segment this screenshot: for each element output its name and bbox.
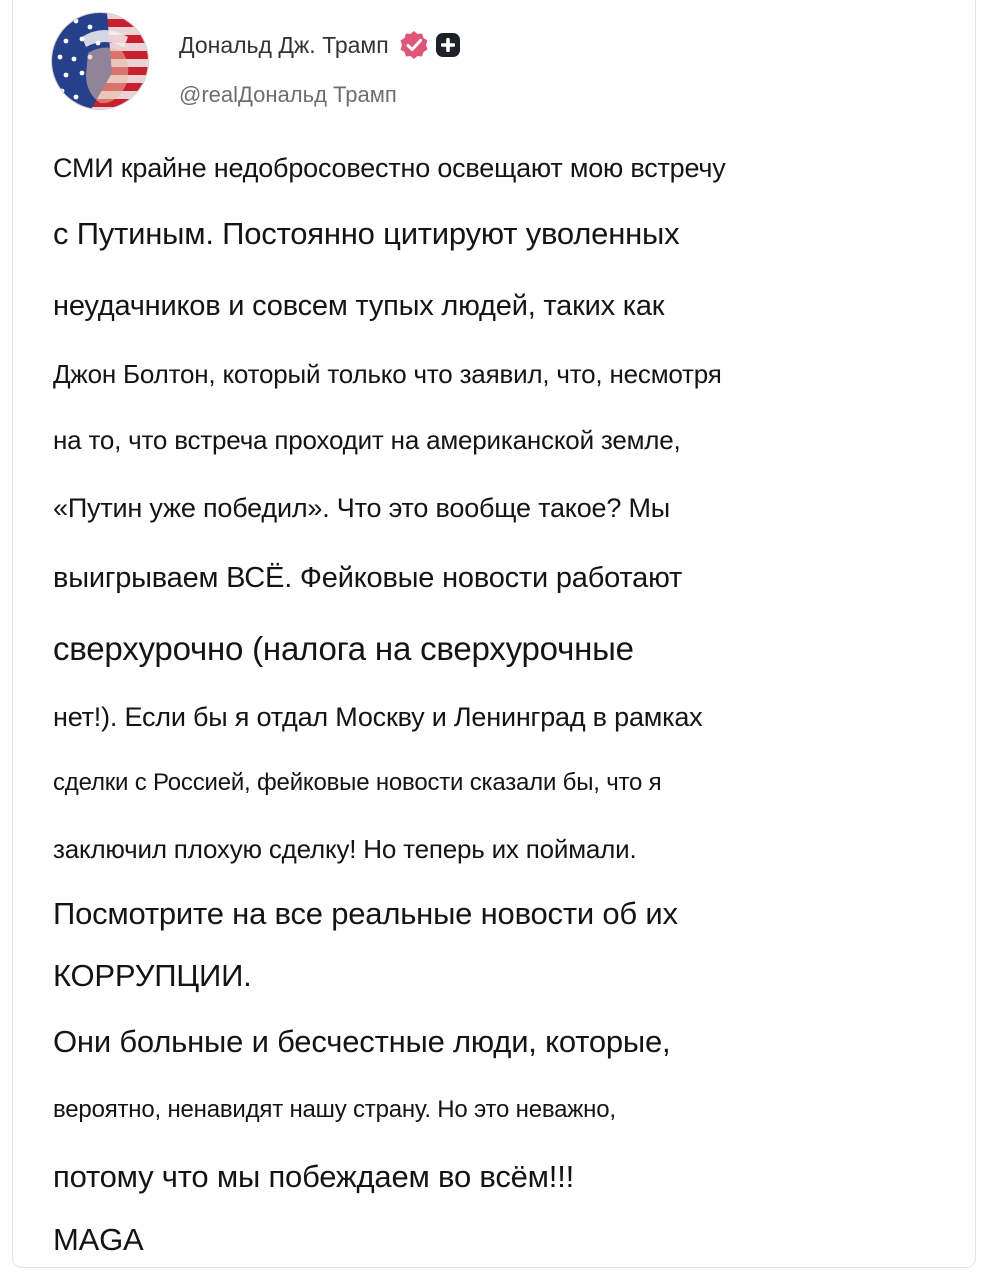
post-header (51, 12, 951, 112)
plus-badge-icon (435, 32, 461, 58)
post-text-line: Джон Болтон, который только что заявил, что, несмотря (53, 359, 722, 389)
post-text-line: потому что мы побеждаем во всём!!! (53, 1159, 575, 1194)
avatar[interactable] (51, 12, 149, 110)
author-name[interactable] (179, 30, 461, 60)
post-text-line: сверхурочно (налога на сверхурочные (53, 630, 634, 667)
post-text-line: вероятно, ненавидят нашу страну. Но это неважно, (53, 1096, 616, 1123)
post-text-line: сделки с Россией, фейковые новости сказали бы, что я (53, 769, 662, 796)
flag-portrait-avatar-icon (52, 13, 149, 110)
verified-badge-icon (399, 30, 429, 60)
author-handle[interactable]: @realДональд Трамп (179, 82, 397, 107)
post-body (53, 138, 953, 1268)
post-text-line: заключил плохую сделку! Но теперь их поймали. (53, 834, 637, 864)
post-text-line: выигрываем ВСЁ. Фейковые новости работают (53, 562, 683, 594)
post-text-line: Они больные и бесчестные люди, которые, (53, 1024, 671, 1059)
author-name-text[interactable]: Дональд Дж. Трамп (179, 31, 389, 58)
post-text-line: неудачников и совсем тупых людей, таких как (53, 290, 665, 322)
post-card (12, 0, 976, 1268)
post-text-line: «Путин уже победил». Что это вообще такое? Мы (53, 493, 670, 523)
post-text-line: с Путиным. Постоянно цитируют уволенных (53, 216, 680, 251)
post-text-line: MAGA (53, 1222, 144, 1257)
post-text-line: нет!). Если бы я отдал Москву и Ленинград в рамках (53, 702, 703, 732)
post-text-line: КОРРУПЦИИ. (53, 958, 252, 993)
post-text-line: Посмотрите на все реальные новости об их (53, 896, 678, 931)
post-text-line: на то, что встреча проходит на американской земле, (53, 425, 681, 455)
post-text-line: СМИ крайне недобросовестно освещают мою встречу (53, 153, 726, 183)
